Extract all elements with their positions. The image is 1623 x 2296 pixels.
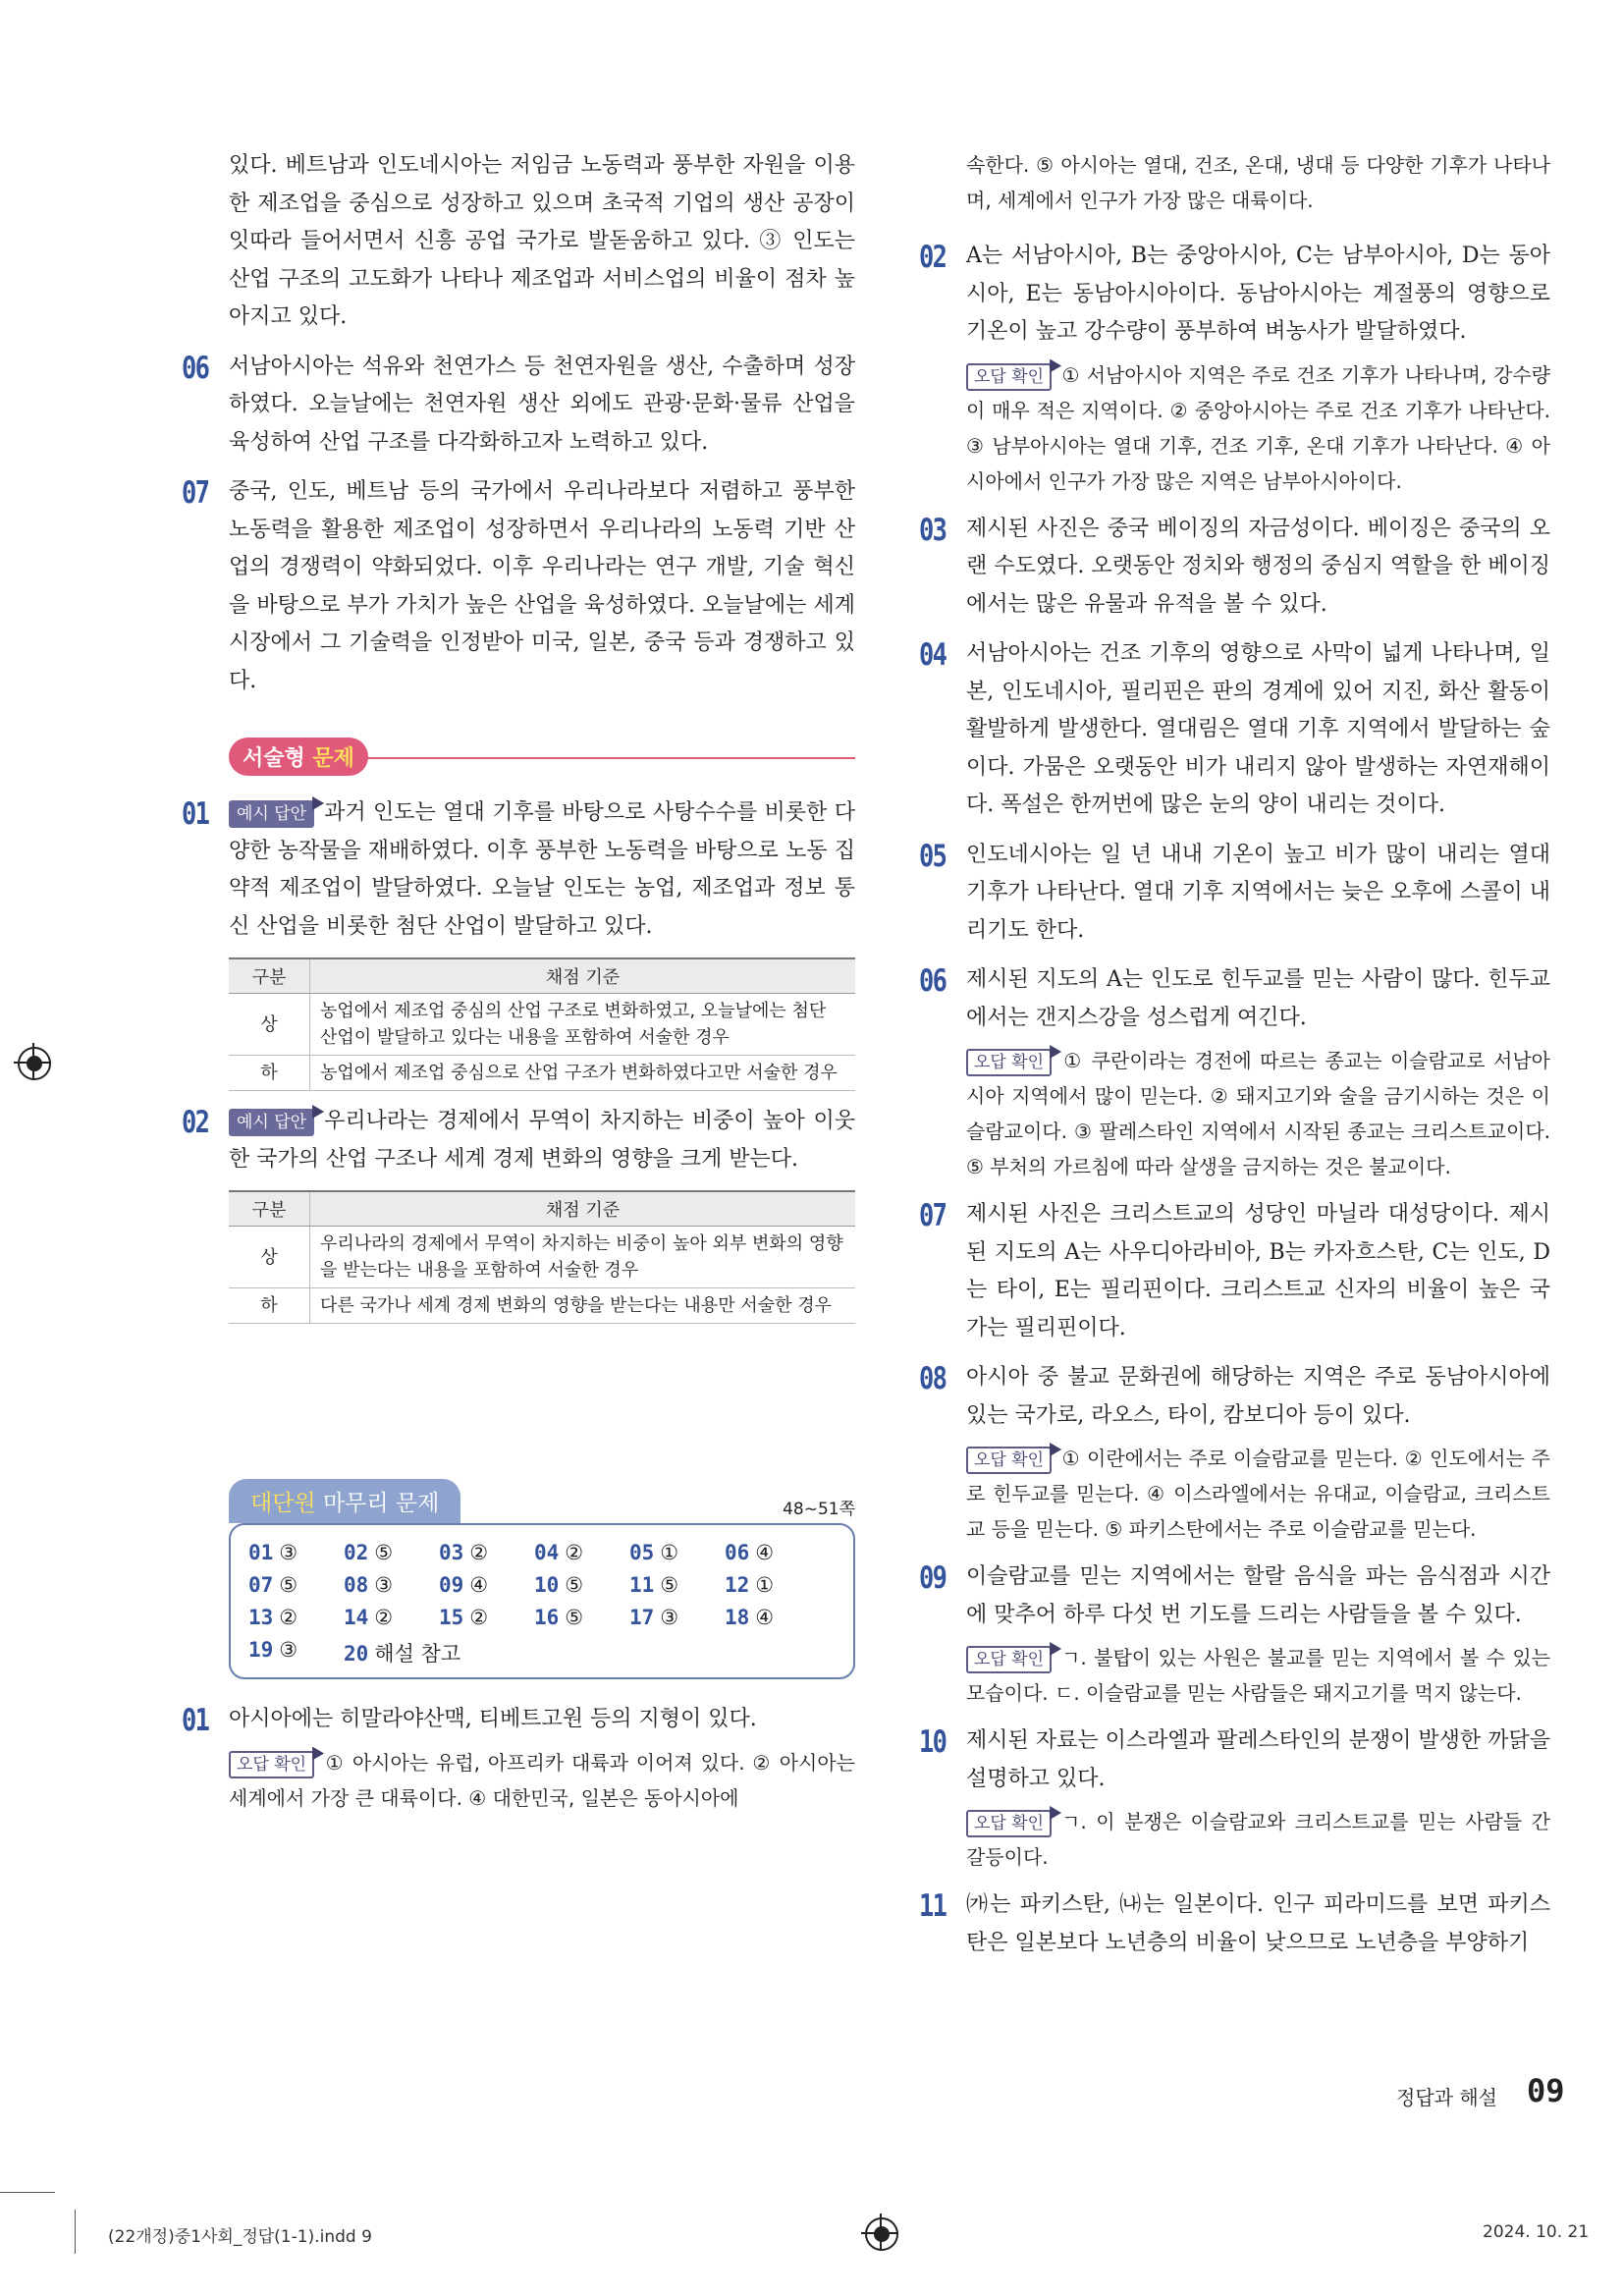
answer-tag: 예시 답안: [229, 1109, 314, 1136]
essay-title-pill: [229, 738, 368, 776]
item-number: 03: [919, 512, 947, 548]
trim-mark: [75, 2210, 76, 2254]
answer-key-value: ①: [660, 1541, 679, 1564]
note-text: ① 서남아시아 지역은 주로 건조 기후가 나타나며, 강수량이 매우 적은 지역이다. ② 중앙아시아는 주로 건조 기후가 나타난다. ③ 남부아시아는 열대 기후, 건조 기후, 온대 기후가 나타난다. ④ 아시아에서 인구가 가장 많은 지역은 남부아시아이다.: [966, 362, 1550, 493]
item-text: 서남아시아는 건조 기후의 영향으로 사막이 넓게 나타나며, 일본, 인도네시아, 필리핀은 판의 경계에 있어 지진, 화산 활동이 활발하게 발생한다. 열대림은 열대 기후 지역에서 발달하는 숲이다. 가뭄은 오랫동안 비가 내리지 않아 발생하는 자연재해이다. 폭설은 한꺼번에 많은 눈의 양이 내리는 것이다.: [966, 641, 1550, 817]
answer-key-item: [534, 1606, 629, 1629]
answer-key-item: [725, 1573, 820, 1597]
answer-key-number: 13: [248, 1606, 274, 1629]
criteria-cell: 농업에서 제조업 중심의 산업 구조로 변화하였고, 오늘날에는 첨단 산업이 발달하고 있다는 내용을 포함하여 서술한 경우: [310, 994, 856, 1056]
answer-key-value: ③: [279, 1541, 298, 1564]
level-cell: 하: [229, 1056, 310, 1091]
answer-key-number: 15: [439, 1606, 464, 1629]
answer-key-value: ④: [755, 1606, 775, 1629]
answer-text: 우리나라는 경제에서 무역이 차지하는 비중이 높아 이웃한 국가의 산업 구조나 세계 경제 변화의 영향을 크게 받는다.: [229, 1109, 855, 1172]
wrong-answer-tag: 오답 확인: [966, 1646, 1052, 1673]
note-text: ① 이란에서는 주로 이슬람교를 믿는다. ② 인도에서는 주로 힌두교를 믿는다. ④ 이스라엘에서는 유대교, 이슬람교, 크리스트교 등을 믿는다. ⑤ 파키스탄에서는 주로 이슬람교를 믿는다.: [966, 1447, 1550, 1541]
answer-key-value: ④: [755, 1541, 775, 1564]
answer-key-number: 18: [725, 1606, 750, 1629]
item-11: [919, 1886, 1550, 1962]
item-text: 중국, 인도, 베트남 등의 국가에서 우리나라보다 저렴하고 풍부한 노동력을 활용한 제조업이 성장하면서 우리나라의 노동력 기반 산업의 경쟁력이 약화되었다. 이후 우리나라는 연구 개발, 기술 혁신을 바탕으로 부가 가치가 높은 산업을 육성하였다. 오늘날에는 세계 시장에서 그 기술력을 인정받아 미국, 일본, 중국 등과 경쟁하고 있다.: [229, 479, 855, 693]
item-09: [919, 1558, 1550, 1711]
item-number: 07: [919, 1198, 947, 1233]
answer-key-item: [725, 1606, 820, 1629]
answer-key-value: ①: [755, 1573, 775, 1597]
item-05: [919, 837, 1550, 951]
answer-key-item: [629, 1573, 725, 1597]
table-row: [229, 1288, 855, 1324]
answer-key-number: 16: [534, 1606, 560, 1629]
th-criteria: 채점 기준: [310, 958, 856, 994]
answer-key-value: ⑤: [279, 1573, 298, 1597]
item-number: 09: [919, 1560, 947, 1596]
answer-key-item: [248, 1638, 344, 1667]
answer-key-grid: [248, 1541, 836, 1667]
level-cell: 하: [229, 1288, 310, 1324]
answer-key-item: [629, 1606, 725, 1629]
answer-key-number: 03: [439, 1541, 464, 1564]
essay-02: [182, 1103, 855, 1324]
answer-key-box: [229, 1523, 855, 1679]
item-text: A는 서남아시아, B는 중앙아시아, C는 남부아시아, D는 동아시아, E는 동남아시아이다. 동남아시아는 계절풍의 영향으로 기온이 높고 강수량이 풍부하여 벼농사가 발달하였다.: [966, 244, 1550, 344]
essay-title-a: 서술형: [243, 746, 313, 771]
answer-key-value: ③: [279, 1638, 298, 1662]
note-text: ① 쿠란이라는 경전에 따르는 종교는 이슬람교로 서남아시아 지역에서 많이 믿는다. ② 돼지고기와 술을 금기시하는 것은 이슬람교이다. ③ 팔레스타인 지역에서 시작된 종교는 크리스트교이다. ⑤ 부처의 가르침에 따라 살생을 금지하는 것은 불교이다.: [966, 1049, 1550, 1178]
answer-key-value: ②: [565, 1541, 584, 1564]
answer-text: 과거 인도는 열대 기후를 바탕으로 사탕수수를 비롯한 다양한 농작물을 재배하였다. 이후 풍부한 노동력을 바탕으로 노동 집약적 제조업이 발달하였다. 오늘날 인도는 농업, 제조업과 정보 통신 산업을 비롯한 첨단 산업이 발달하고 있다.: [229, 800, 855, 939]
table-row: [229, 1056, 855, 1091]
level-cell: 상: [229, 1227, 310, 1288]
wrong-answer-note: [966, 1441, 1550, 1547]
answer-key-number: 19: [248, 1638, 274, 1662]
grading-table: [229, 957, 855, 1091]
item-text: 아시아에는 히말라야산맥, 티베트고원 등의 지형이 있다.: [229, 1707, 757, 1731]
wrong-answer-note: [966, 1804, 1550, 1875]
registration-mark-icon: [18, 1047, 51, 1080]
answer-key-item: [248, 1573, 344, 1597]
answer-key-item: [725, 1541, 820, 1564]
continued-note: 속한다. ⑤ 아시아는 열대, 건조, 온대, 냉대 등 다양한 기후가 나타나며, 세계에서 인구가 가장 많은 대륙이다.: [966, 153, 1550, 212]
answer-key-item: [439, 1541, 534, 1564]
answer-key-number: 10: [534, 1573, 560, 1597]
answer-key-item: [248, 1541, 344, 1564]
answer-key-value: ②: [279, 1606, 298, 1629]
essay-title-b: 문제: [312, 746, 354, 771]
item-number: 01: [182, 1703, 209, 1738]
answer-key-value: ⑤: [565, 1573, 584, 1597]
th-criteria: 채점 기준: [310, 1191, 856, 1227]
registration-mark-icon: [865, 2217, 898, 2251]
wrong-answer-note: [966, 1640, 1550, 1711]
answer-key-number: 04: [534, 1541, 560, 1564]
item-06: [182, 349, 855, 463]
table-row: [229, 1227, 855, 1288]
wrong-answer-note: [966, 357, 1550, 499]
item-number: 02: [182, 1105, 209, 1140]
answer-key-item: [439, 1573, 534, 1597]
item-10: [919, 1722, 1550, 1875]
slug-date: 2024. 10. 21: [1483, 2222, 1590, 2242]
answer-key-item: [439, 1606, 534, 1629]
answer-key-value: ③: [374, 1573, 394, 1597]
item-07: [919, 1196, 1550, 1347]
unit-title-a: 대단원: [250, 1491, 323, 1516]
item-06: [919, 961, 1550, 1184]
answer-key-value: ②: [374, 1606, 394, 1629]
item-number: 06: [182, 350, 209, 386]
wrong-answer-tag: 오답 확인: [966, 1447, 1052, 1474]
continued-text: 있다. 베트남과 인도네시아는 저임금 노동력과 풍부한 자원을 이용한 제조업을 중심으로 성장하고 있으며 초국적 기업의 생산 공장이 잇따라 들어서면서 신흥 공업 국가로 발돋움하고 있다. ③ 인도는 산업 구조의 고도화가 나타나 제조업과 서비스업의 비율이 점차 높아지고 있다.: [229, 153, 855, 329]
item-number: 02: [919, 240, 947, 275]
item-number: 01: [182, 796, 209, 832]
unit-title-b: 마무리 문제: [322, 1491, 440, 1516]
answer-key-value: ②: [469, 1606, 489, 1629]
wrong-answer-note: [229, 1745, 855, 1816]
item-08: [919, 1359, 1550, 1547]
grading-table: [229, 1190, 855, 1324]
answer-key-item: [534, 1573, 629, 1597]
trim-mark: [0, 2192, 55, 2193]
answer-key-item: [629, 1541, 725, 1564]
answer-key-number: 08: [344, 1573, 369, 1597]
right-column: [919, 147, 1550, 1962]
footer-label: 정답과 해설: [1396, 2086, 1497, 2109]
answer-key-value: ④: [469, 1573, 489, 1597]
answer-key-value: ⑤: [565, 1606, 584, 1629]
answer-key-number: 07: [248, 1573, 274, 1597]
answer-key-number: 20: [344, 1642, 369, 1666]
item-02: [919, 238, 1550, 499]
note-text: ① 아시아는 유럽, 아프리카 대륙과 이어져 있다. ② 아시아는 세계에서 가장 큰 대륙이다. ④ 대한민국, 일본은 동아시아에: [229, 1750, 855, 1810]
answer-key-number: 09: [439, 1573, 464, 1597]
page-number: 09: [1527, 2072, 1565, 2109]
item-07: [182, 473, 855, 700]
answer-key-item: [248, 1606, 344, 1629]
item-text: 제시된 지도의 A는 인도로 힌두교를 믿는 사람이 많다. 힌두교에서는 갠지스강을 성스럽게 여긴다.: [966, 967, 1550, 1030]
level-cell: 상: [229, 994, 310, 1056]
item-text: 인도네시아는 일 년 내내 기온이 높고 비가 많이 내리는 열대 기후가 나타난다. 열대 기후 지역에서는 늦은 오후에 스콜이 내리기도 한다.: [966, 842, 1550, 943]
answer-key-number: 02: [344, 1541, 369, 1564]
item-number: 04: [919, 637, 947, 673]
answer-key-value: ②: [469, 1541, 489, 1564]
criteria-cell: 농업에서 제조업 중심으로 산업 구조가 변화하였다고만 서술한 경우: [310, 1056, 856, 1091]
item-text: 이슬람교를 믿는 지역에서는 할랄 음식을 파는 음식점과 시간에 맞추어 하루 다섯 번 기도를 드리는 사람들을 볼 수 있다.: [966, 1564, 1550, 1627]
answer-key-item: [344, 1541, 439, 1564]
answer-key-number: 06: [725, 1541, 750, 1564]
item-number: 07: [182, 475, 209, 511]
wrong-answer-tag: 오답 확인: [966, 1810, 1052, 1837]
item-04: [919, 635, 1550, 825]
unit-review-tab: [229, 1479, 460, 1523]
item-number: 06: [919, 963, 947, 999]
criteria-cell: 다른 국가나 세계 경제 변화의 영향을 받는다는 내용만 서술한 경우: [310, 1288, 856, 1324]
th-level: 구분: [229, 1191, 310, 1227]
note-text: ㄱ. 불탑이 있는 사원은 불교를 믿는 지역에서 볼 수 있는 모습이다. ㄷ. 이슬람교를 믿는 사람들은 돼지고기를 먹지 않는다.: [966, 1646, 1550, 1705]
th-level: 구분: [229, 958, 310, 994]
answer-key-item: [534, 1541, 629, 1564]
table-row: [229, 994, 855, 1056]
essay-01: [182, 794, 855, 1091]
answer-key-value: ③: [660, 1606, 679, 1629]
wrong-answer-note: [966, 1043, 1550, 1184]
item-text: 제시된 사진은 크리스트교의 성당인 마닐라 대성당이다. 제시된 지도의 A는 사우디아라비아, B는 카자흐스탄, C는 인도, D는 타이, E는 필리핀이다. 크리스트교 신자의 비율이 높은 국가는 필리핀이다.: [966, 1202, 1550, 1340]
answer-key-number: 17: [629, 1606, 655, 1629]
item-number: 10: [919, 1724, 947, 1760]
note-text: ㄱ. 이 분쟁은 이슬람교와 크리스트교를 믿는 사람들 간 갈등이다.: [966, 1810, 1550, 1869]
right-items: [919, 238, 1550, 1962]
answer-key-item: [344, 1573, 439, 1597]
answer-key-number: 01: [248, 1541, 274, 1564]
wrong-answer-tag: 오답 확인: [966, 363, 1052, 391]
answer-key-value: ⑤: [374, 1541, 394, 1564]
item-text: 제시된 사진은 중국 베이징의 자금성이다. 베이징은 중국의 오랜 수도였다. 오랫동안 정치와 행정의 중심지 역할을 한 베이징에서는 많은 유물과 유적을 볼 수 있다.: [966, 516, 1550, 617]
answer-key-number: 12: [725, 1573, 750, 1597]
answer-key-number: 05: [629, 1541, 655, 1564]
answer-key-item: [344, 1638, 534, 1667]
answer-key-number: 14: [344, 1606, 369, 1629]
item-text: 아시아 중 불교 문화권에 해당하는 지역은 주로 동남아시아에 있는 국가로, 라오스, 타이, 캄보디아 등이 있다.: [966, 1365, 1550, 1428]
item-text: [229, 1103, 855, 1178]
left-column: [182, 147, 855, 1816]
answer-key-value: 해설 참고: [374, 1642, 461, 1666]
answer-tag: 예시 답안: [229, 800, 314, 828]
answer-key-item: [344, 1606, 439, 1629]
item-number: 11: [919, 1888, 947, 1924]
unit-item-01: [182, 1701, 855, 1816]
wrong-answer-tag: 오답 확인: [229, 1751, 314, 1778]
slug-filename: (22개정)중1사회_정답(1-1).indd 9: [108, 2227, 372, 2247]
answer-key-number: 11: [629, 1573, 655, 1597]
unit-review-header: [229, 1479, 855, 1523]
item-03: [919, 511, 1550, 625]
item-text: 제시된 자료는 이스라엘과 팔레스타인의 분쟁이 발생한 까닭을 설명하고 있다.: [966, 1728, 1550, 1791]
item-text: [229, 794, 855, 946]
essay-section-title: [229, 738, 855, 777]
item-number: 08: [919, 1361, 947, 1396]
item-text: 서남아시아는 석유와 천연가스 등 천연자원을 생산, 수출하며 성장하였다. 오늘날에는 천연자원 생산 외에도 관광·문화·물류 산업을 육성하여 산업 구조를 다각화하고자 노력하고 있다.: [229, 354, 855, 455]
page-reference: 48~51쪽: [783, 1500, 855, 1519]
item-number: 05: [919, 838, 947, 874]
wrong-answer-tag: 오답 확인: [966, 1049, 1052, 1076]
criteria-cell: 우리나라의 경제에서 무역이 차지하는 비중이 높아 외부 변화의 영향을 받는다는 내용을 포함하여 서술한 경우: [310, 1227, 856, 1288]
item-text: ㈎는 파키스탄, ㈏는 일본이다. 인구 피라미드를 보면 파키스탄은 일본보다 노년층의 비율이 낮으므로 노년층을 부양하기: [966, 1892, 1550, 1955]
answer-key-value: ⑤: [660, 1573, 679, 1597]
